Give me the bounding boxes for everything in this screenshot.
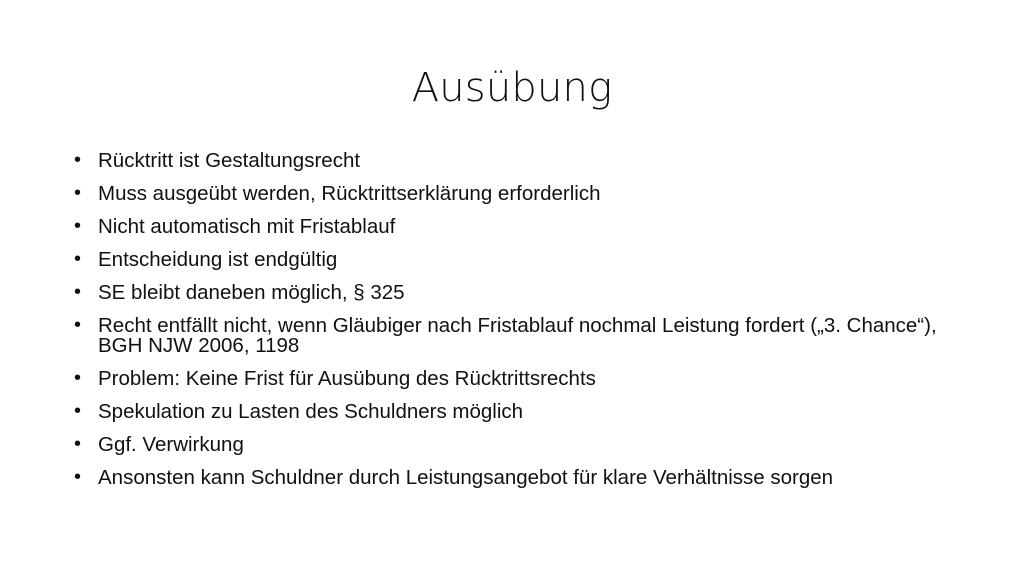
bullet-list: [72, 151, 972, 501]
bullet-dot-icon: •: [74, 314, 82, 337]
bullet-item: [72, 151, 972, 171]
bullet-item: [72, 369, 972, 389]
slide-title: Ausübung: [411, 65, 613, 111]
bullet-text: Rücktritt ist Gestaltungsrecht: [98, 149, 361, 172]
bullet-dot-icon: •: [74, 281, 82, 304]
bullet-item: [72, 468, 972, 488]
bullet-text: Muss ausgeübt werden, Rücktrittserklärung erforderlich: [98, 182, 601, 206]
bullet-item: [72, 402, 972, 422]
bullet-text: Entscheidung ist endgültig: [98, 248, 338, 272]
bullet-dot-icon: •: [74, 215, 82, 238]
bullet-dot-icon: •: [74, 433, 82, 456]
bullet-dot-icon: •: [74, 466, 82, 489]
bullet-text: Problem: Keine Frist für Ausübung des Rücktrittsrechts: [98, 367, 596, 391]
bullet-item: [72, 184, 972, 204]
bullet-item: [72, 217, 972, 237]
bullet-dot-icon: •: [74, 400, 82, 423]
bullet-dot-icon: •: [74, 248, 82, 271]
bullet-text: Ggf. Verwirkung: [98, 433, 244, 457]
bullet-text: Ansonsten kann Schuldner durch Leistungsangebot für klare Verhältnisse sorgen: [98, 466, 834, 490]
bullet-item: [72, 316, 972, 355]
bullet-item: [72, 250, 972, 270]
bullet-dot-icon: •: [74, 182, 82, 205]
bullet-item: [72, 283, 972, 303]
bullet-text: Nicht automatisch mit Fristablauf: [98, 215, 396, 239]
bullet-text: SE bleibt daneben möglich, § 325: [98, 281, 405, 305]
bullet-text: Spekulation zu Lasten des Schuldners möglich: [98, 400, 524, 424]
bullet-item: [72, 435, 972, 455]
bullet-dot-icon: •: [74, 149, 82, 171]
bullet-text: Recht entfällt nicht, wenn Gläubiger nach Fristablauf nochmal Leistung fordert („3. Chance“), BGH NJW 2006, 1198: [98, 314, 937, 357]
bullet-dot-icon: •: [74, 367, 82, 390]
